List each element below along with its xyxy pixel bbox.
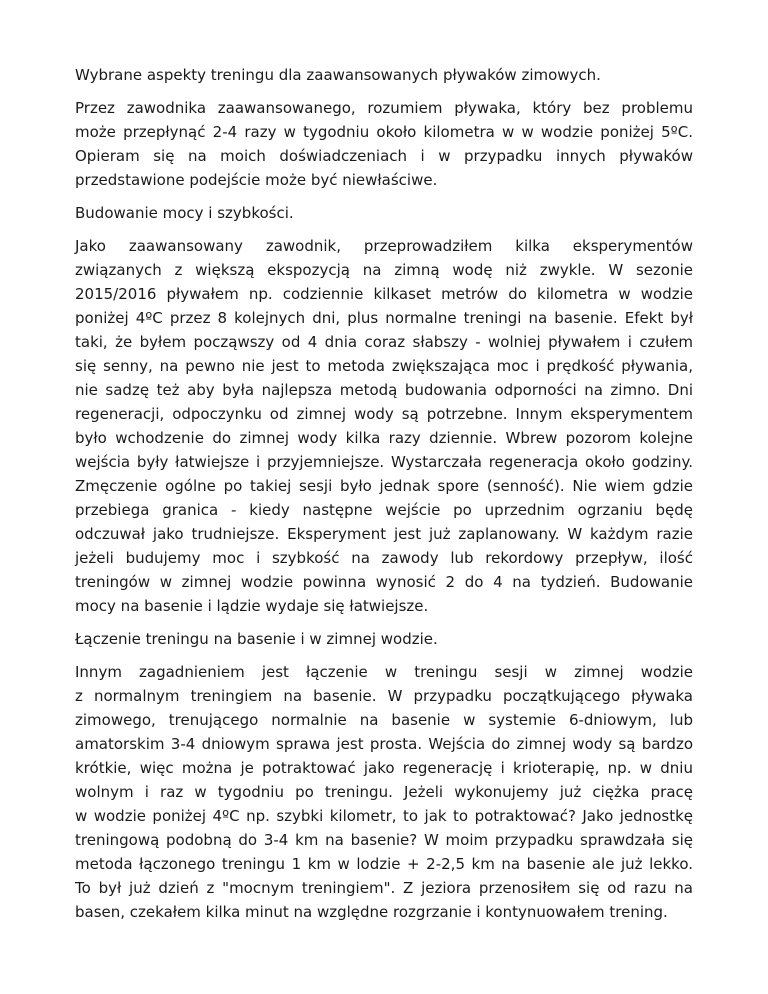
text-line: mocy na basenie i lądzie wydaje się łatwiejsze. (75, 597, 429, 615)
text-line: krótkie, więc można je potraktować jako regenerację i krioterapię, np. w dniu (75, 759, 693, 777)
text-line: wejścia były łatwiejsze i przyjemniejsze. Wystarczała regeneracja około godziny. (75, 453, 693, 471)
text-line: nie sadzę też aby była najlepsza metodą budowania odporności na zimno. Dni (75, 381, 693, 399)
section-heading (75, 201, 693, 225)
text-line: odczuwał jako trudniejsze. Eksperyment jest już zaplanowany. W każdym razie (75, 525, 693, 543)
text-line: się senny, na pewno nie jest to metoda zwiększająca moc i prędkość pływania, (75, 357, 693, 375)
text-line: Zmęczenie ogólne po takiej sesji było jednak spore (senność). Nie wiem gdzie (75, 477, 693, 495)
text-line: przedstawione podejście może być niewłaściwe. (75, 171, 438, 189)
text-line: amatorskim 3-4 dniowym sprawa jest prosta. Wejścia do zimnej wody są bardzo (75, 735, 693, 753)
body-paragraph (75, 234, 693, 618)
body-paragraph (75, 96, 693, 192)
body-paragraph (75, 660, 693, 924)
text-line: poniżej 4ºC przez 8 kolejnych dni, plus normalne treningi na basenie. Efekt był (75, 309, 693, 327)
text-line: w wodzie poniżej 4ºC np. szybki kilometr, to jak to potraktować? Jako jednostkę (75, 807, 693, 825)
text-line: regeneracji, odpoczynku od zimnej wody są potrzebne. Innym eksperymentem (75, 405, 693, 423)
text-line: z normalnym treningiem na basenie. W przypadku początkującego pływaka (75, 687, 693, 705)
text-line: zimowego, trenującego normalnie na basenie w systemie 6-dniowym, lub (75, 711, 693, 729)
text-line: może przepłynąć 2-4 razy w tygodniu około kilometra w w wodzie poniżej 5ºC. (75, 123, 693, 141)
text-line: Jako zaawansowany zawodnik, przeprowadziłem kilka eksperymentów (75, 237, 693, 255)
text-line: 2015/2016 pływałem np. codziennie kilkaset metrów do kilometra w wodzie (75, 285, 693, 303)
text-line: przebiega granica - kiedy następne wejście po uprzednim ogrzaniu będę (75, 501, 693, 519)
text-line: metoda łączonego treningu 1 km w lodzie + 2-2,5 km na basenie ale już lekko. (75, 855, 693, 873)
document-page (75, 63, 693, 933)
text-line: basen, czekałem kilka minut na względne rozgrzanie i kontynuowałem trening. (75, 903, 668, 921)
text-line: było wchodzenie do zimnej wody kilka razy dziennie. Wbrew pozorom kolejne (75, 429, 693, 447)
text-line: Opieram się na moich doświadczeniach i w przypadku innych pływaków (75, 147, 693, 165)
text-line: Wybrane aspekty treningu dla zaawansowanych pływaków zimowych. (75, 66, 601, 84)
text-line: To był już dzień z "mocnym treningiem". Z jeziora przenosiłem się od razu na (75, 879, 693, 897)
section-heading (75, 63, 693, 87)
text-line: jeżeli budujemy moc i szybkość na zawody lub rekordowy przepływ, ilość (75, 549, 693, 567)
text-line: treningów w zimnej wodzie powinna wynosić 2 do 4 na tydzień. Budowanie (75, 573, 693, 591)
text-line: Innym zagadnieniem jest łączenie w treningu sesji w zimnej wodzie (75, 663, 693, 681)
text-line: Przez zawodnika zaawansowanego, rozumiem pływaka, który bez problemu (75, 99, 693, 117)
text-line: treningową podobną do 3-4 km na basenie? W moim przypadku sprawdzała się (75, 831, 693, 849)
text-line: Budowanie mocy i szybkości. (75, 204, 294, 222)
text-line: Łączenie treningu na basenie i w zimnej wodzie. (75, 630, 438, 648)
text-line: taki, że byłem począwszy od 4 dnia coraz słabszy - wolniej pływałem i czułem (75, 333, 693, 351)
section-heading (75, 627, 693, 651)
text-line: wolnym i raz w tygodniu po treningu. Jeżeli wykonujemy już ciężka pracę (75, 783, 693, 801)
text-line: związanych z większą ekspozycją na zimną wodę niż zwykle. W sezonie (75, 261, 693, 279)
